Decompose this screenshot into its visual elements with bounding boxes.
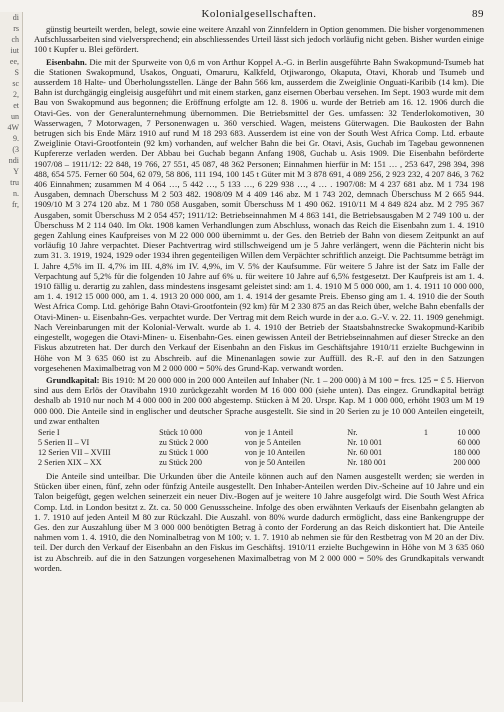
- serien-count: zu Stück 1 000: [159, 447, 209, 457]
- gutter-line: n.: [13, 189, 19, 198]
- serien-each: von je 10 Anteilen: [244, 447, 305, 457]
- serien-from: [414, 448, 432, 458]
- gutter-line: Y: [13, 167, 19, 176]
- gutter-line: (3: [12, 145, 19, 154]
- gutter-line: iut: [10, 46, 19, 55]
- gutter-line: rs: [13, 24, 19, 33]
- gutter-line: ee,: [9, 57, 19, 66]
- gutter-line: et: [13, 101, 19, 110]
- previous-page-gutter: [0, 12, 23, 702]
- paragraph-unteilbar: [34, 471, 484, 573]
- serien-count: zu Stück 2 000: [159, 437, 209, 447]
- running-head: [34, 8, 484, 20]
- gutter-line: di: [12, 13, 19, 22]
- serien-count: zu Stück 200: [159, 457, 202, 467]
- page-title: Kolonialgesellschaften.: [201, 8, 317, 20]
- section-heading-grundkapital: Grundkapital:: [46, 374, 100, 385]
- serien-nr: Nr. 10 001: [347, 437, 383, 447]
- paragraph-intro: [34, 24, 484, 55]
- serien-each: von je 50 Anteilen: [244, 457, 305, 467]
- gutter-line: ndi: [8, 156, 19, 165]
- page-number: 89: [472, 8, 484, 20]
- serien-to: 200 000: [453, 457, 480, 467]
- table-row: [34, 458, 484, 468]
- paragraph-text: Bis 1910: M 20 000 000 in 200 000 Anteilen auf Inhaber (Nr. 1 – 200 000) à M 100 = frcs. 125 = £ 5. Hiervon sind aus dem Erlös der Otavibahn 1910 zurückgezahlt worden M 16 000 000 (siehe unten). Das eingez. Grundkapital beträgt deshalb ab 1910 nur noch M 4 000 000 in 200 000 abgestemp. Stücken à M 20. Urspr. Kap. M 1 000 000, erhöht 1903 um M 19 000 000. Die Anteile sind in englischer und deutscher Sprache ausgestellt. Sie sind in 20 Serien zu je 10 000 Anteilen eingeteilt, und zwar enthalten: [34, 374, 484, 426]
- serien-label: 2 Serien XIX – XX: [38, 457, 102, 467]
- serien-nr: Nr. 180 001: [347, 457, 387, 467]
- serien-label: Serie I: [38, 427, 60, 437]
- body-text: [34, 24, 484, 573]
- gutter-line: S: [14, 68, 19, 77]
- table-row: [34, 438, 484, 448]
- serien-nr: Nr. 60 001: [347, 447, 383, 457]
- serien-from: 1: [423, 427, 428, 437]
- gutter-line: 2,: [13, 90, 19, 99]
- serien-from: [414, 458, 432, 468]
- serien-table: [34, 428, 484, 468]
- gutter-line: 4W: [7, 123, 19, 132]
- gutter-line: un: [11, 112, 19, 121]
- serien-label: 5 Serien II – VI: [38, 437, 90, 447]
- section-heading-eisenbahn: Eisenbahn.: [46, 56, 87, 67]
- document-page: [34, 8, 484, 704]
- gutter-line: ch: [11, 35, 19, 44]
- serien-label: 12 Serien VII – XVIII: [38, 447, 111, 457]
- serien-from: [414, 438, 432, 448]
- paragraph-text: Die mit der Spurweite von 0,6 m von Arthur Koppel A.-G. in Berlin ausgeführte Bahn Swakopmund-Tsumeb hat die Stationen Swakopmund, Usakos, Onguati, Omaruru, Kalkfeld, Otjiwarongo, Okaputa, Otavi, Khorab und Tsumeb und ausserdem 18 Halte- und Überholungsstellen. Länge der Bahn 566 km, ausserdem die Zweiglinie Onguati-Karibib (14 km). Die Bahn ist durchgängig eingleisig ausgeführt und mit einem starken, ganz eisernen Oberbau versehen. Im Sept. 1903 wurde mit dem Bau von Swakopmund aus begonnen; die Eröffnung erfolgte am 12. 8. 1906 u. wurde der Betrieb am 16. 12. 1906 durch die Otavi-Ges. von der Generalunternehmung übernommen. Die Betriebsmittel der Ges. umfassen: 32 Tenderlokomotiven, 30 Wasserwagen, 7 Motorwagen, 7 Personenwagen u. 360 verschied. Wagen, meistens Güterwagen. Die Baukosten der Bahn betrugen sich bis Ende März 1910 auf rund M 18 293 683. Ausserdem ist eine von der South West Africa Comp. Ltd. erbaute Zweiglinie Otavi-Grootfontein (92 km) vorhanden, auf welcher Bahn die bei Gr. Otavi, Asis, Guchab im Tagebau gewonnenen Kupfererze verladen werden. Der Abbau bei Guchab begann Anfang 1908, Guchab u. Asis 1909. Die Eisenbahn beförderte 1907/08 – 1911/12: 22 848, 19 766, 27 551, 45 087, 48 362 Personen; Einnahmen hierfür in M: 151 … , 253 647, 298 394, 398 488, 654 575. Ferner 60 504, 62 079, 58 806, 111 194, 100 145 t Güter mit M 3 878 691, 4 089 256, 2 923 232, 4 207 846, 3 762 406 Einnahmen; zusammen M 4 064 …, 5 442 …, 5 133 …, 6 229 938 …, 4 … . 1907/08: M 4 237 681 abz. M 1 734 198 Ausgaben, demnach Überschuss M 2 503 482. 1908/09 M 4 409 146 abz. M 1 743 202, demnach Überschuss M 2 665 944. 1909/10 M 3 274 120 abz. M 1 780 058 Ausgaben, somit Überschuss M 1 490 062. 1910/11 M 4 849 824 abz. M 2 795 367 Ausgaben, somit Überschuss M 2 054 457; 1911/12: Betriebseinnahmen M 4 863 141, die Betriebsausgaben M 2 749 100 u. der Überschuss M 2 114 040. Im Okt. 1908 kamen Verhandlungen zum Abschluss, wonach das Reich die Eisenbahn zum 1. 4. 1910 gegen Zahlung eines Kaufpreises von M 22 000 000 übernimmt u. der Ges. den Betrieb der Bahn von diesem Zeitpunkt an auf vorläufig 10 Jahre verpachtet. Dieser Pachtvertrag wird stillschweigend um je 5 Jahre verlängert, wenn die Pächterin nicht bis zum 31. 3. 1919, 1924, 1929 oder 1934 ihren gegenteiligen Willen dem Verpächter schriftlich anzeigt. Die Pachtsumme beträgt im I. Jahre 4,5% im II. 4,7% im III. 4,8% im IV. 4,9%, im V. 5% der Kaufsumme. Für weitere 5 Jahre ist der Satz im Falle der Verpachtung auf 5,2% für die folgenden 10 Jahre auf 6% u. für weitere 10 Jahre auf 6,5% festgesetzt. Der Kaufpreis ist am 1. 4. 1910 fällig u. derartig zu zahlen, dass mindestens insgesamt geleistet sind: am 1. 4. 1910 M 5 000 000, am 1. 4. 1911 10 000 000, am 1. 4. 1912 15 000 000, am 1. 4. 1913 20 000 000, am 1. 4. 1914 der gesamte Preis. Ebenso ging am 1. 4. 1910 die der South West Africa Comp. Ltd. gehörige Bahn Otavi-Grootfontein (92 km) für M 2 330 875 an das Reich über, welche Bahn ebenfalls der Otavi-Minen- u. Eisenbahn-Ges. verpachtet wurde. Der Vertrag mit dem Reich wurde in der a.o. G.-V. v. 22. 11. 1909 genehmigt. Nach Vereinbarungen mit der Kolonial-Verwalt. wurde ab 1. 4. 1910 der Betrieb der Staatsbahnstrecke Swakopmund-Karibib eingestellt, wogegen die Otavi-Minen- u. Eisenbahn-Ges. einen gewissen Anteil der Betriebseinnahmen auf dieser Strecke an den Fiskus abzutreten hat. Der durch den Verkauf der Eisenbahn an den Fiskus im Geschäftsjahre 1910/11 erzielte Buchgewinn in Höhe von M 3 635 060 ist zu Abschreib. auf die Minenanlagen sowie zur Auffüll. des R.-F. auf den in den Satzungen vorgesehenen Maximalbetrag von M 2 000 000 = 50% des Grund-Kap. verwandt worden.: [34, 56, 484, 373]
- gutter-line: 9.: [13, 134, 19, 143]
- gutter-line: sc: [12, 79, 19, 88]
- table-row: [34, 448, 484, 458]
- serien-to: 180 000: [453, 447, 480, 457]
- serien-each: von je 1 Anteil: [244, 427, 294, 437]
- paragraph-text: günstig beurteilt werden, belegt, sowie eine weitere Anzahl von Zinnfeldern in Option genommen. Die bisher vorgenommenen Aufschlussarbeiten sind vielversprechend; ein abschliessendes Urteil lässt sich jedoch vorläufig nicht geben. Bisher wurden einige 100 t Kupfer u. Blei gefördert.: [34, 24, 484, 55]
- paragraph-eisenbahn: [34, 57, 484, 373]
- serien-nr: Nr.: [347, 427, 358, 437]
- serien-count: Stück 10 000: [159, 427, 203, 437]
- table-row: [34, 428, 484, 438]
- paragraph-text: Die Anteile sind unteilbar. Die Urkunden über die Anteile können auch auf den Namen ausgestellt werden; sie werden in Stücken über einen, fünf, zehn oder fünfzig Anteile ausgestellt. Den Inhaber-Anteilen werden Div.-Scheine auf 10 Jahre und ein Talon beigefügt, gegen welchen seinerzeit ein neuer Div.-Bogen auf je weitere 10 Jahre ausgefolgt wird. Die South West Africa Comp. Ltd. in London besitzt z. Zt. ca. 50 000 Genussscheine. Infolge des oben erwähnten Verkaufs der Eisenbahn gelangten ab 1. 7. 1910 auf jeden Anteil M 80 zur Rückzahl. Die Auszahl. von 80% wurde dadurch ermöglicht, dass eine Bankengruppe der Ges. den zur Auszahlung über M 3 000 000 benötigten Betrag à conto der Forderung an das Reich diskontiert hat. Die Anteile nahmen vom 1. 4. 1910, die den Nominalbetrag von M 100; v. 1. 7. 1910 ab nehmen sie für den Restbetrag von M 20 an der Div. teil. Der durch den Verkauf der Eisenbahn an den Fiskus im Geschäftsj. 1910/11 erzielte Buchgewinn in Höhe von M 3 635 060 ist zu Abschreib. auf die in den Satzungen vorgesehenen Maximalbetrag von M 2 000 000 = 50% des Grundkapitals verwandt worden.: [34, 470, 484, 573]
- serien-each: von je 5 Anteilen: [244, 437, 301, 447]
- serien-to: 60 000: [457, 437, 480, 447]
- gutter-line: tru: [10, 178, 19, 187]
- gutter-line: fr,: [11, 200, 19, 209]
- serien-to: 10 000: [457, 427, 480, 437]
- paragraph-grundkapital: [34, 375, 484, 426]
